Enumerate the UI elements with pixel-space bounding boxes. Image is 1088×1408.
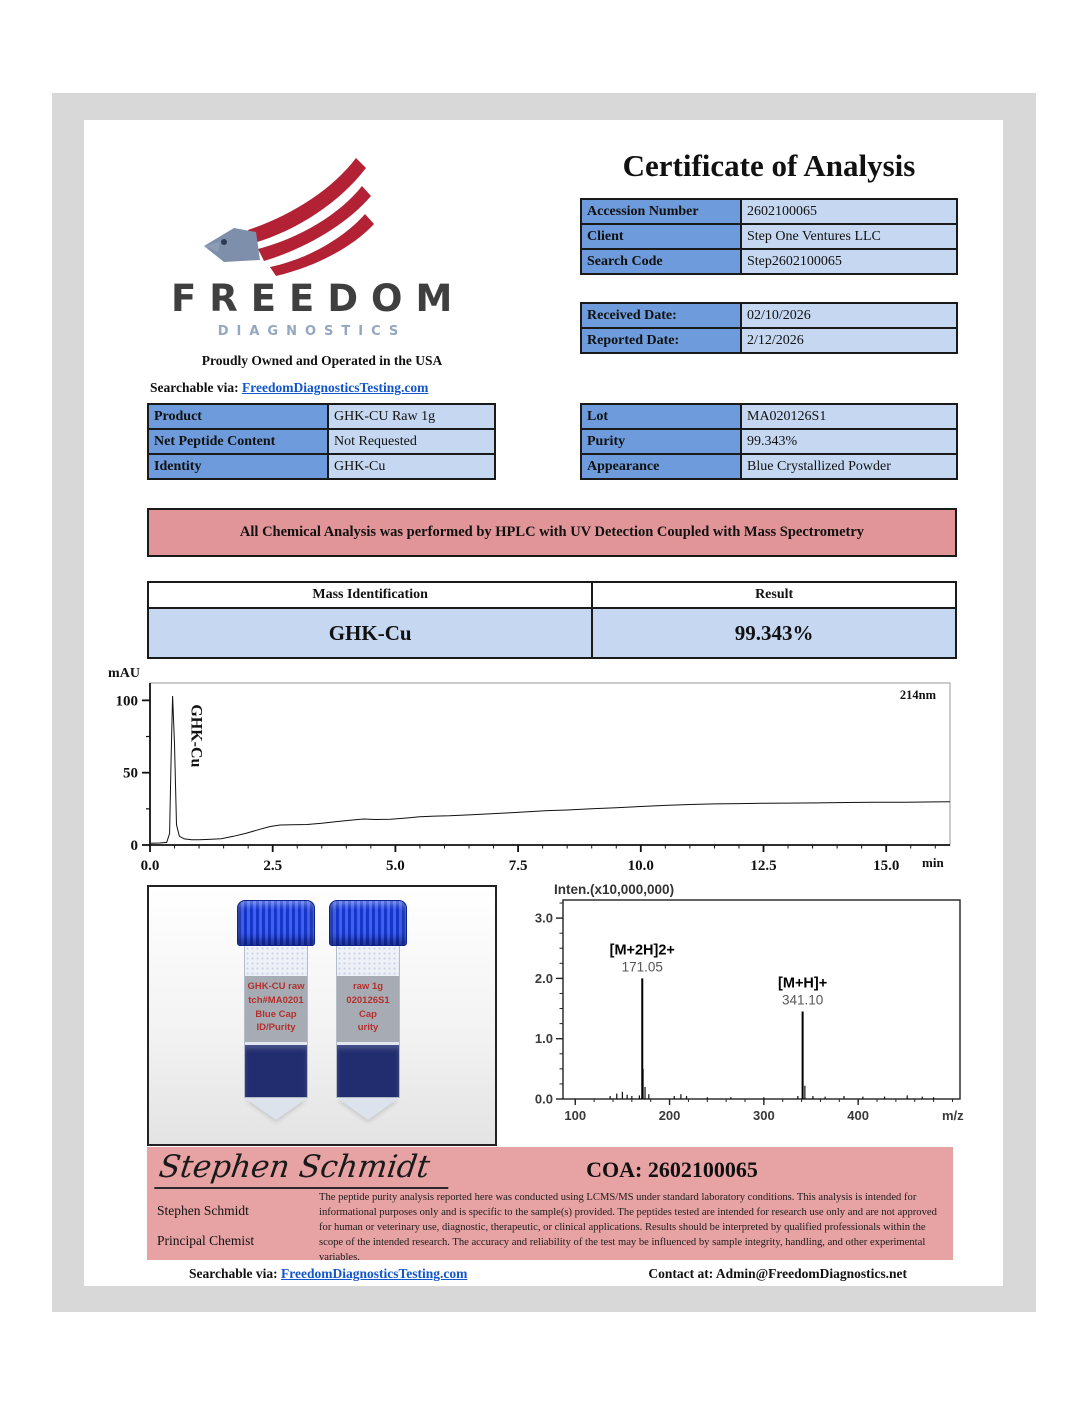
vial-label-line: ID/Purity: [256, 1022, 296, 1034]
table-row: [581, 303, 957, 328]
product-photo: [147, 885, 497, 1146]
footer-searchable-label: Searchable via:: [189, 1266, 278, 1281]
table-row: [581, 224, 957, 249]
searchable-link[interactable]: FreedomDiagnosticsTesting.com: [242, 380, 429, 395]
result-value: 99.343%: [592, 608, 956, 658]
product-table: [147, 403, 496, 480]
vial-cap: [237, 900, 315, 946]
row-label: Search Code: [581, 249, 741, 274]
row-label: Product: [148, 404, 328, 429]
svg-text:m/z: m/z: [942, 1108, 964, 1123]
vial-label-line: Blue Cap: [255, 1008, 297, 1020]
footer-searchable: [189, 1266, 467, 1282]
row-value: GHK-CU Raw 1g: [328, 404, 495, 429]
table-row: [148, 429, 495, 454]
vial-left: [237, 900, 315, 1144]
mass-identification-table: [147, 581, 957, 659]
table-row: [581, 328, 957, 353]
vial-label-line: Cap: [359, 1008, 377, 1020]
row-value: Step2602100065: [741, 249, 957, 274]
lot-table: [580, 403, 958, 480]
vial-frost: [245, 946, 307, 980]
svg-text:0.0: 0.0: [140, 858, 160, 874]
vial-label: [337, 976, 399, 1042]
handwritten-signature: Stephen Schmidt: [154, 1149, 454, 1189]
vial-label-line: tch#MA0201: [248, 994, 304, 1006]
table-row: [581, 199, 957, 224]
dates-table: [580, 302, 958, 354]
row-value: 2602100065: [741, 199, 957, 224]
eagle-flag-logo-icon: [190, 154, 426, 276]
svg-text:214nm: 214nm: [899, 688, 936, 702]
svg-text:100: 100: [115, 693, 138, 710]
svg-text:min: min: [922, 855, 944, 870]
vial-right: [329, 900, 407, 1144]
vial-label-line: urity: [357, 1022, 379, 1034]
svg-text:GHK-Cu: GHK-Cu: [187, 704, 205, 768]
vial-label-line: GHK-CU raw: [247, 981, 305, 992]
hplc-chromatogram-chart: [94, 665, 974, 880]
row-value: 99.343%: [741, 429, 957, 454]
row-label: Reported Date:: [581, 328, 741, 353]
logo-subbrand-text: DIAGNOSTICS: [217, 324, 407, 339]
svg-text:100: 100: [564, 1108, 587, 1123]
document-footer: [147, 1266, 953, 1282]
svg-text:2.5: 2.5: [263, 858, 283, 874]
accession-info-table: [580, 198, 958, 275]
row-label: Lot: [581, 404, 741, 429]
mass-id-value: GHK-Cu: [148, 608, 592, 658]
vial-label-line: 020126S1: [346, 994, 390, 1006]
svg-text:0: 0: [130, 838, 138, 854]
svg-text:3.0: 3.0: [534, 910, 553, 926]
signature-block: [147, 1147, 953, 1264]
row-label: Client: [581, 224, 741, 249]
row-value: Step One Ventures LLC: [741, 224, 957, 249]
svg-text:50: 50: [123, 765, 138, 782]
table-row: [581, 249, 957, 274]
svg-text:2.0: 2.0: [534, 970, 553, 986]
row-label: Received Date:: [581, 303, 741, 328]
row-value: 2/12/2026: [741, 328, 957, 353]
footer-contact: Contact at: Admin@FreedomDiagnostics.net: [648, 1266, 907, 1281]
usa-tagline: Proudly Owned and Operated in the USA: [201, 353, 443, 368]
searchable-label: Searchable via:: [150, 380, 239, 395]
svg-text:1.0: 1.0: [534, 1031, 553, 1047]
table-row: [581, 429, 957, 454]
svg-text:12.5: 12.5: [750, 858, 777, 874]
column-header: Result: [592, 582, 956, 608]
mass-spectrum-chart: [524, 882, 974, 1132]
coa-number: COA: 2602100065: [586, 1157, 758, 1182]
document-page: [84, 120, 1003, 1286]
vial-body: [336, 946, 400, 1098]
table-row: [148, 404, 495, 429]
vial-body: [244, 946, 308, 1098]
row-label: Accession Number: [581, 199, 741, 224]
svg-text:300: 300: [753, 1108, 775, 1123]
table-row: [148, 608, 956, 658]
vial-conical-tip: [245, 1098, 307, 1120]
company-logo: [158, 154, 466, 339]
column-header: Mass Identification: [148, 582, 592, 608]
table-row: [581, 454, 957, 479]
vial-powder: [337, 1045, 399, 1097]
svg-text:[M+2H]2+: [M+2H]2+: [609, 942, 675, 959]
footer-searchable-link[interactable]: FreedomDiagnosticsTesting.com: [281, 1266, 468, 1281]
row-label: Identity: [148, 454, 328, 479]
row-value: GHK-Cu: [328, 454, 495, 479]
vial-label: [245, 976, 307, 1042]
vial-powder: [245, 1045, 307, 1097]
svg-text:0.0: 0.0: [534, 1091, 553, 1107]
svg-text:15.0: 15.0: [873, 858, 900, 874]
svg-text:10.0: 10.0: [627, 858, 654, 874]
signer-name: Stephen Schmidt: [157, 1203, 249, 1218]
disclaimer-text: The peptide purity analysis reported here was conducted using LCMS/MS under standard laboratory conditions. This analysis is intended for informational purposes only and is specific to the sample(s) provided. The peptides tested are intended for research use only and are not approved for human or veterinary use, diagnostic, therapeutic, or clinical applications. Results should be interpreted by qualified professionals within the scope of the intended research. The accuracy and reliability of the test may be influenced by sample integrity, handling, and other experimental variables.: [319, 1192, 937, 1264]
svg-text:[M+H]+: [M+H]+: [778, 975, 828, 992]
page-title: Certificate of Analysis: [622, 148, 916, 183]
vial-label-line: raw 1g: [352, 981, 384, 992]
method-banner: All Chemical Analysis was performed by HPLC with UV Detection Coupled with Mass Spectrometry: [147, 508, 957, 557]
svg-text:200: 200: [658, 1108, 681, 1123]
svg-text:341.10: 341.10: [781, 992, 824, 1008]
row-label: Net Peptide Content: [148, 429, 328, 454]
vial-frost: [337, 946, 399, 980]
vial-cap: [329, 900, 407, 946]
svg-text:Inten.(x10,000,000): Inten.(x10,000,000): [554, 882, 675, 897]
svg-text:mAU: mAU: [108, 666, 140, 681]
svg-text:171.05: 171.05: [621, 959, 663, 975]
row-value: MA020126S1: [741, 404, 957, 429]
vial-conical-tip: [337, 1098, 399, 1120]
row-label: Purity: [581, 429, 741, 454]
logo-brand-text: FREEDOM: [171, 277, 466, 320]
table-row: [148, 454, 495, 479]
table-header-row: [148, 582, 956, 608]
svg-text:5.0: 5.0: [386, 858, 405, 874]
searchable-line: [150, 380, 428, 396]
svg-text:400: 400: [847, 1108, 870, 1123]
row-value: Not Requested: [328, 429, 495, 454]
svg-text:7.5: 7.5: [508, 858, 528, 874]
signer-role: Principal Chemist: [157, 1233, 255, 1248]
row-label: Appearance: [581, 454, 741, 479]
row-value: Blue Crystallized Powder: [741, 454, 957, 479]
table-row: [581, 404, 957, 429]
row-value: 02/10/2026: [741, 303, 957, 328]
